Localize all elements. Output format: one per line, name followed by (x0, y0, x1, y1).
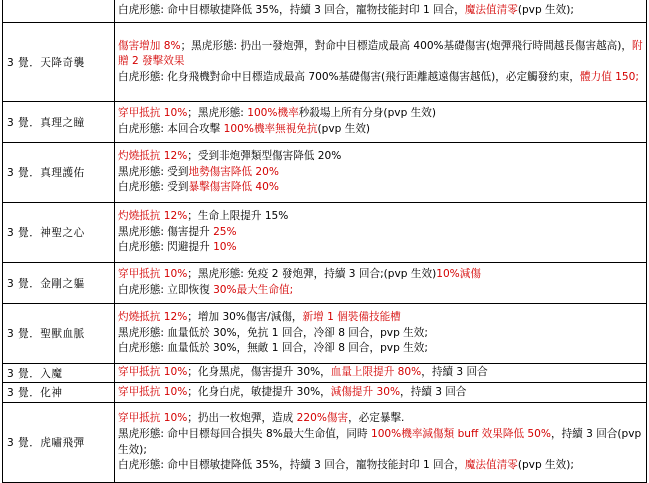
skill-name: 3 覺．天降奇襲 (3, 23, 115, 102)
skill-name: 3 覺．聖獸血脈 (3, 304, 115, 364)
description-line (118, 70, 646, 86)
description-text: 白虎形態: 閃避提升 (118, 241, 214, 254)
skill-description (115, 0, 647, 23)
highlighted-text: 30%最大生命值; (213, 284, 294, 296)
description-text: 黑虎形態: 受到 (118, 165, 189, 178)
highlighted-text: 穿甲抵抗 10% (118, 385, 188, 398)
highlighted-text: 穿甲抵抗 10% (118, 412, 188, 425)
description-text: 白虎形態: 立即恢復 (118, 284, 214, 296)
skill-name: 3 覺．神聖之心 (3, 203, 115, 263)
highlighted-text: 減傷提升 30% (330, 385, 401, 398)
highlighted-text: 暴擊傷害降低 40% (188, 181, 279, 194)
description-line (118, 165, 646, 181)
skill-row (3, 23, 647, 102)
skill-description (115, 102, 647, 143)
skill-description (115, 143, 647, 203)
highlighted-text: 25% (213, 225, 237, 238)
description-line (118, 411, 646, 427)
highlighted-text: 灼燒抵抗 12% (118, 150, 188, 163)
description-line (118, 225, 646, 241)
description-line (118, 310, 646, 326)
description-line (118, 106, 646, 122)
highlighted-text: 灼燒抵抗 12% (118, 311, 188, 324)
description-text: 白虎形態: 本回合攻擊 (118, 123, 224, 135)
description-line (118, 122, 646, 138)
highlighted-text: 10%減傷 (436, 268, 481, 281)
description-text: ，持續 3 回合 (421, 366, 488, 379)
highlighted-text: 穿甲抵抗 10% (118, 107, 188, 120)
description-text: 秒殺場上所有分身(pvp 生效) (298, 107, 436, 120)
skill-row (3, 383, 647, 403)
description-line (118, 326, 646, 342)
description-line (118, 39, 646, 70)
description-text: 白虎形態: 命中目標敏捷降低 35%，持續 3 回合，寵物技能封印 1 回合， (118, 459, 465, 472)
highlighted-text: 220%傷害 (296, 412, 349, 425)
highlighted-text: 體力值 150; (580, 70, 639, 83)
description-text: 白虎形態: 血量低於 30%，無敵 1 回合，冷卻 8 回合，pvp 生效; (118, 342, 428, 355)
skill-row (3, 364, 647, 383)
description-text: (pvp 生效); (517, 4, 574, 17)
skill-name: 3 覺．金剛之軀 (3, 263, 115, 304)
highlighted-text: 100%機率減傷類 buff 效果降低 50% (370, 427, 551, 440)
skill-description (115, 263, 647, 304)
description-text: ；增加 30%傷害/減傷， (187, 311, 303, 324)
skill-name (3, 0, 115, 23)
skill-row (3, 304, 647, 364)
description-text: 黑虎形態: 血量低於 30%，免抗 1 回合，冷卻 8 回合，pvp 生效; (118, 326, 428, 339)
description-line (118, 267, 646, 283)
description-line (118, 365, 646, 381)
description-text: ；化身黑虎，傷害提升 30%， (187, 366, 331, 379)
awakening-skills-table (2, 0, 647, 483)
highlighted-text: 新增 1 個裝備技能槽 (302, 311, 401, 324)
description-text: ；受到非炮彈類型傷害降低 20% (187, 150, 342, 163)
description-text: ；黑虎形態: (187, 107, 248, 120)
description-line (118, 3, 646, 19)
description-text: ；扔出一枚炮彈，造成 (187, 412, 297, 425)
skill-name: 3 覺．真理之瞳 (3, 102, 115, 143)
highlighted-text: 100%機率無視免抗 (223, 123, 318, 135)
skill-description (115, 23, 647, 102)
skill-description (115, 364, 647, 383)
skill-row (3, 203, 647, 263)
description-text: 白虎形態: 化身飛機對命中目標造成最高 700%基礎傷害(飛行距離越遠傷害越低)，必定觸發約束， (118, 70, 581, 83)
highlighted-text: 地勢傷害降低 20% (188, 165, 279, 178)
highlighted-text: 穿甲抵抗 10% (118, 268, 188, 281)
description-text: ；生命上限提升 15% (187, 210, 289, 223)
skill-description (115, 203, 647, 263)
description-line (118, 385, 646, 401)
skill-name: 3 覺．虎嘯飛彈 (3, 403, 115, 483)
description-text: (pvp 生效) (317, 123, 371, 135)
description-text: ；化身白虎，敏捷提升 30%， (187, 385, 331, 398)
skill-description (115, 403, 647, 483)
description-line (118, 240, 646, 256)
description-line (118, 180, 646, 196)
skill-name: 3 覺．入魔 (3, 364, 115, 383)
description-text: 白虎形態: 命中目標敏捷降低 35%，持續 3 回合，寵物技能封印 1 回合， (118, 4, 465, 17)
skill-name: 3 覺．真理護佑 (3, 143, 115, 203)
description-text: 白虎形態: 受到 (118, 181, 189, 194)
description-text: 黑虎形態: 傷害提升 (118, 225, 214, 238)
description-line (118, 209, 646, 225)
skill-row (3, 263, 647, 304)
highlighted-text: 100%機率 (247, 107, 299, 120)
description-text: ，持續 3 回合 (400, 385, 467, 398)
description-text: ；黑虎形態: 免疫 2 發炮彈，持續 3 回合;(pvp 生效) (187, 268, 437, 281)
description-line (118, 341, 646, 357)
skill-row (3, 143, 647, 203)
highlighted-text: 灼燒抵抗 12% (118, 210, 188, 223)
description-text: ；黑虎形態: 扔出一發炮彈，對命中目標造成最高 400%基礎傷害(炮彈飛行時間越長傷害越高)， (180, 39, 632, 52)
highlighted-text: 魔法值清零 (464, 4, 518, 17)
description-text: 黑虎形態: 命中目標每回合損失 8%最大生命值，同時 (118, 427, 371, 440)
highlighted-text: 魔法值清零 (464, 459, 518, 472)
description-line (118, 427, 646, 458)
description-text: ，必定暴擊. (348, 412, 405, 425)
skill-name: 3 覺．化神 (3, 383, 115, 403)
description-line (118, 283, 646, 299)
skill-row (3, 403, 647, 483)
description-line (118, 458, 646, 474)
highlighted-text: 穿甲抵抗 10% (118, 366, 188, 379)
skill-description (115, 304, 647, 364)
skill-row (3, 0, 647, 23)
skill-description (115, 383, 647, 403)
highlighted-text: 血量上限提升 80% (330, 366, 422, 379)
highlighted-text: 傷害增加 8% (118, 39, 181, 52)
highlighted-text: 附贈 2 發擊效果 (118, 39, 643, 68)
skill-row (3, 102, 647, 143)
highlighted-text: 10% (213, 241, 237, 254)
description-text: ，持續 3 回合(pvp 生效); (118, 427, 642, 456)
description-text: (pvp 生效); (517, 459, 574, 472)
description-line (118, 149, 646, 165)
